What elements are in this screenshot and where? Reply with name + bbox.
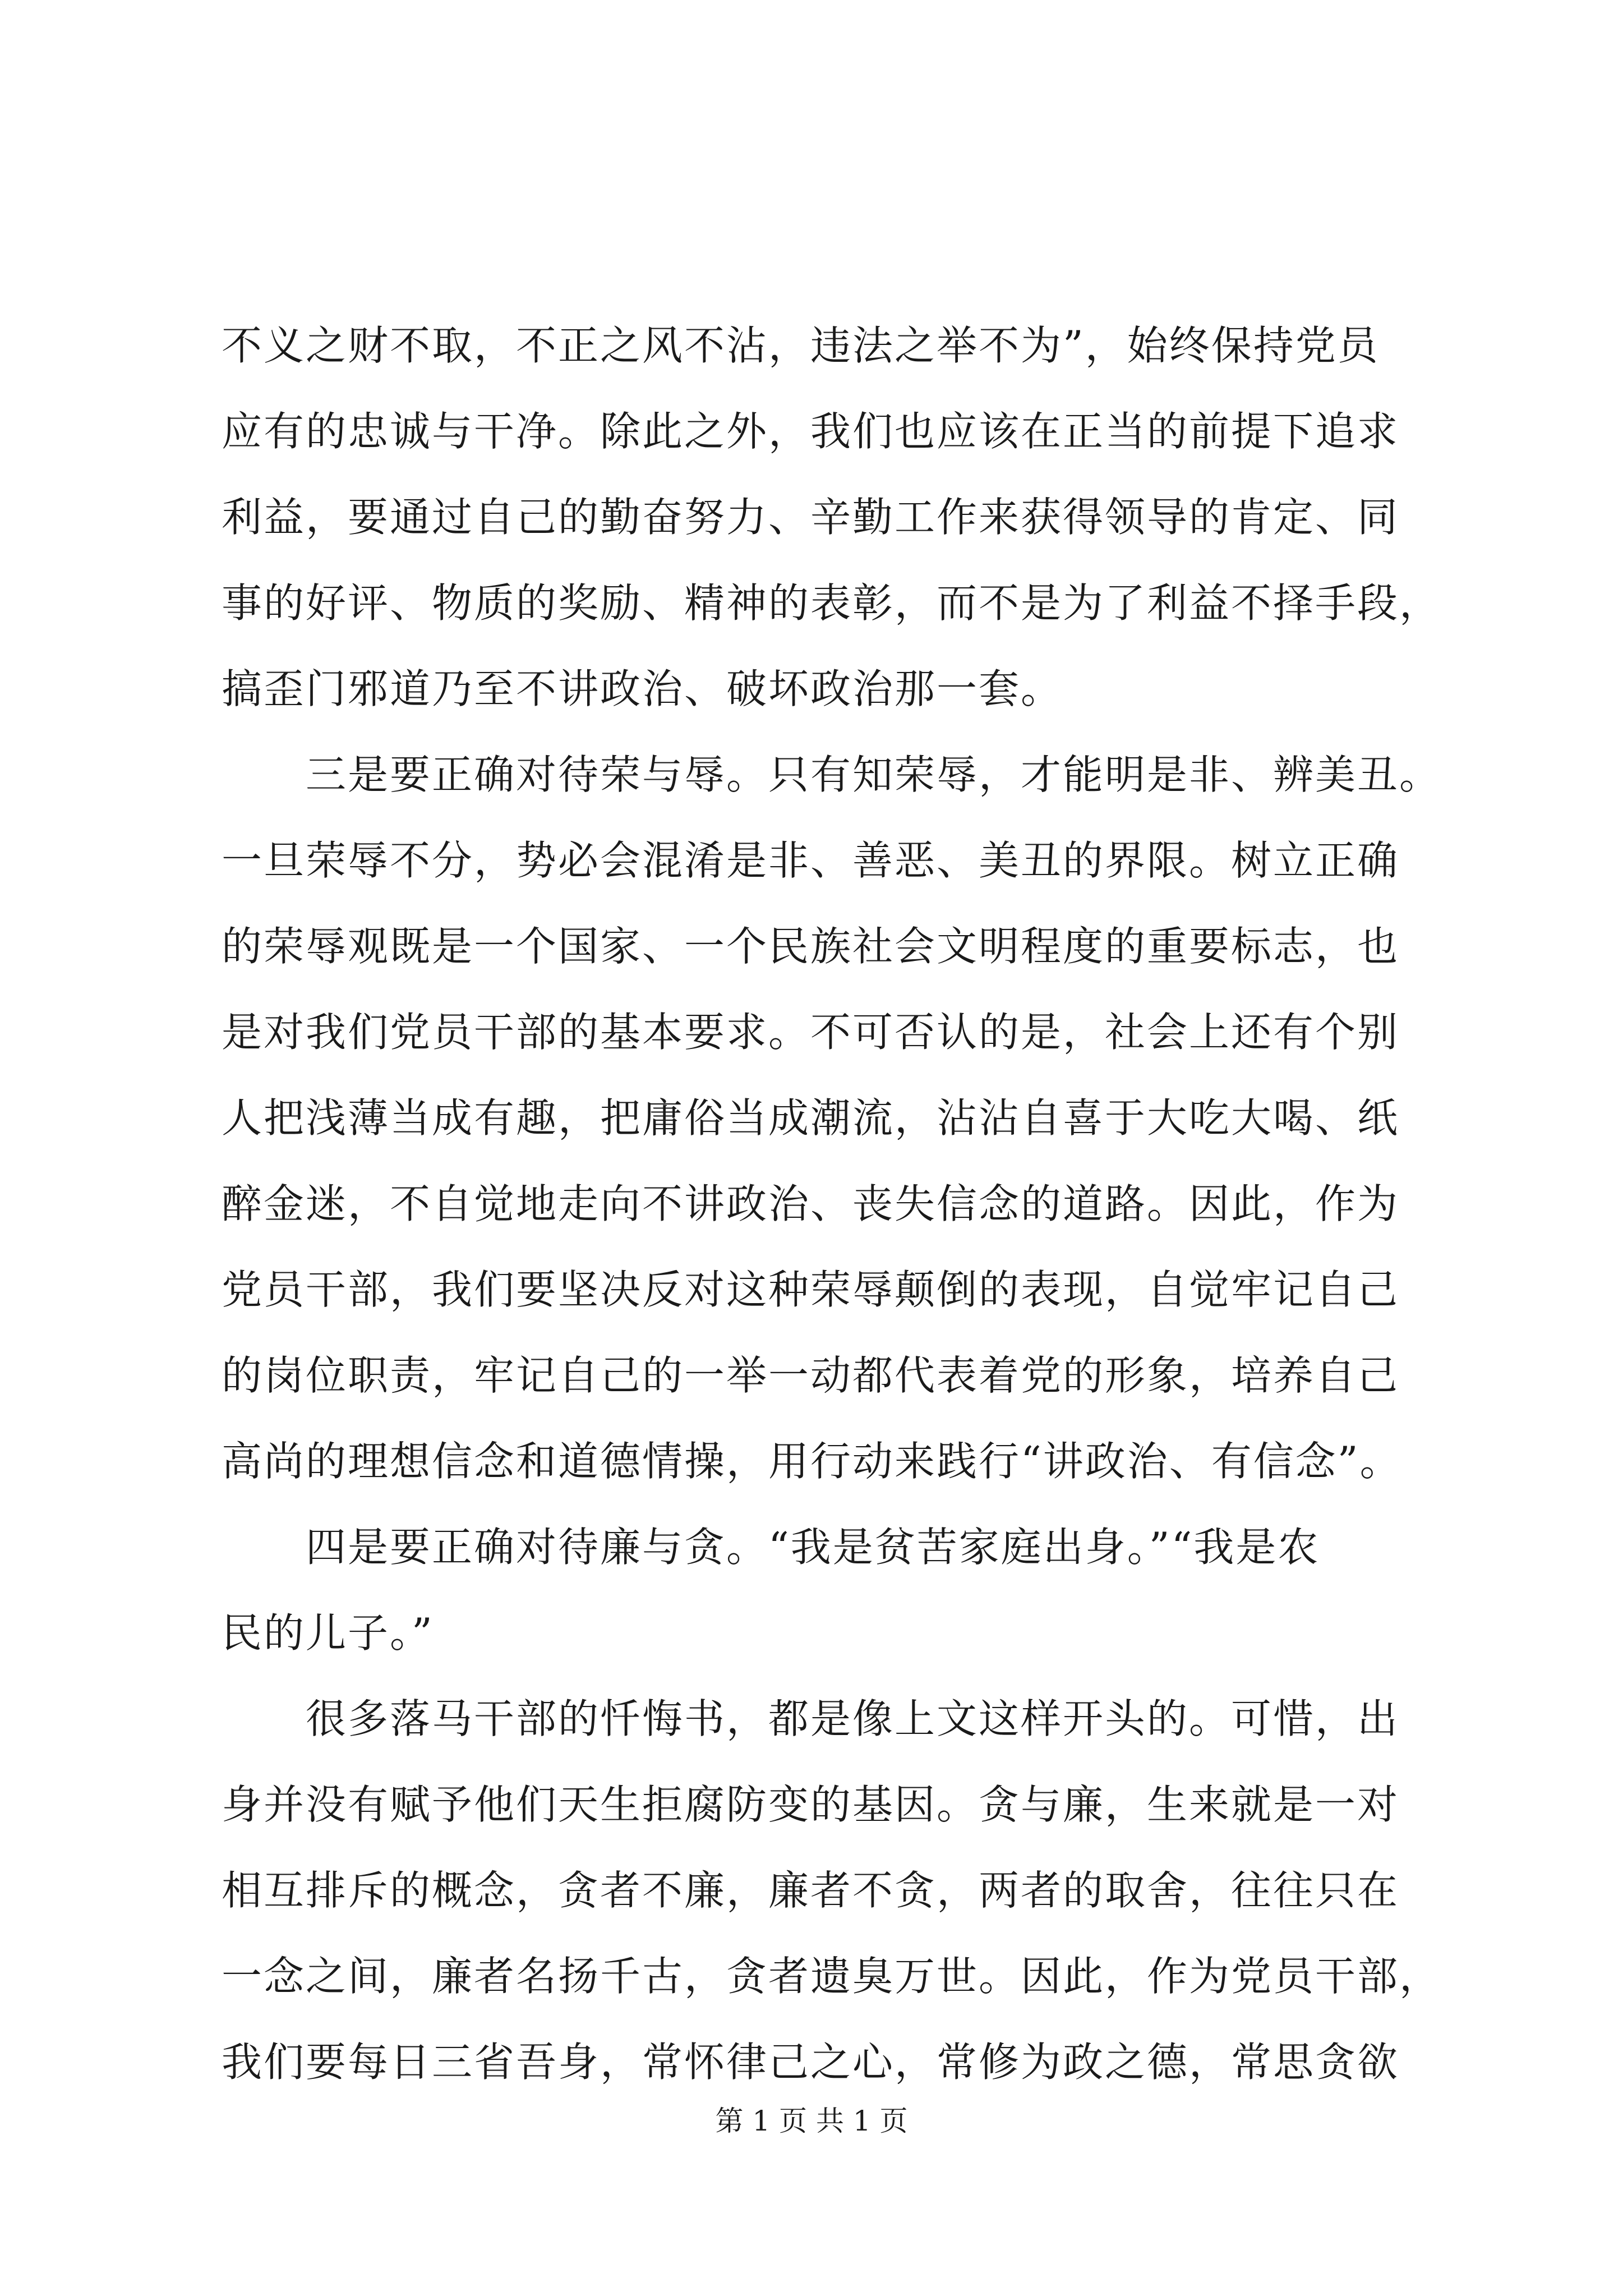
text-line: 我们要每日三省吾身，常怀律己之心，常修为政之德，常思贪欲 xyxy=(222,2039,1400,2086)
text-line: 相互排斥的概念，贪者不廉，廉者不贪，两者的取舍，往往只在 xyxy=(222,1867,1400,1914)
text-line: 民的儿子。” xyxy=(222,1609,434,1657)
text-line: 不义之财不取，不正之风不沾，违法之举不为”，始终保持党员 xyxy=(222,322,1380,369)
text-line: 人把浅薄当成有趣，把庸俗当成潮流，沾沾自喜于大吃大喝、纸 xyxy=(222,1094,1400,1142)
text-line: 党员干部，我们要坚决反对这种荣辱颠倒的表现，自觉牢记自己 xyxy=(222,1266,1400,1313)
text-line: 的岗位职责，牢记自己的一举一动都代表着党的形象，培养自己 xyxy=(222,1352,1400,1399)
paragraph-first-line: 三是要正确对待荣与辱。只有知荣辱，才能明是非、辨美丑。 xyxy=(306,751,1442,798)
body-text xyxy=(222,303,1442,2105)
text-line: 利益，要通过自己的勤奋努力、辛勤工作来获得领导的肯定、同 xyxy=(222,494,1400,541)
paragraph-first-line: 很多落马干部的忏悔书，都是像上文这样开头的。可惜，出 xyxy=(306,1695,1400,1742)
text-line: 应有的忠诚与干净。除此之外，我们也应该在正当的前提下追求 xyxy=(222,408,1400,455)
text-line: 是对我们党员干部的基本要求。不可否认的是，社会上还有个别 xyxy=(222,1009,1400,1056)
text-line: 事的好评、物质的奖励、精神的表彰，而不是为了利益不择手段， xyxy=(222,579,1442,627)
page-number-footer: 第 1 页 共 1 页 xyxy=(715,2105,908,2137)
text-line: 一旦荣辱不分，势必会混淆是非、善恶、美丑的界限。树立正确 xyxy=(222,837,1400,884)
text-line: 高尚的理想信念和道德情操，用行动来践行“讲政治、有信念”。 xyxy=(222,1438,1402,1485)
text-line: 身并没有赋予他们天生拒腐防变的基因。贪与廉，生来就是一对 xyxy=(222,1781,1400,1828)
paragraph-first-line: 四是要正确对待廉与贪。“我是贫苦家庭出身。”“我是农 xyxy=(306,1524,1320,1571)
text-line: 醉金迷，不自觉地走向不讲政治、丧失信念的道路。因此，作为 xyxy=(222,1180,1400,1227)
text-line: 一念之间，廉者名扬千古，贪者遗臭万世。因此，作为党员干部， xyxy=(222,1953,1442,2000)
text-line: 搞歪门邪道乃至不讲政治、破坏政治那一套。 xyxy=(222,665,1063,712)
text-line: 的荣辱观既是一个国家、一个民族社会文明程度的重要标志，也 xyxy=(222,923,1400,970)
